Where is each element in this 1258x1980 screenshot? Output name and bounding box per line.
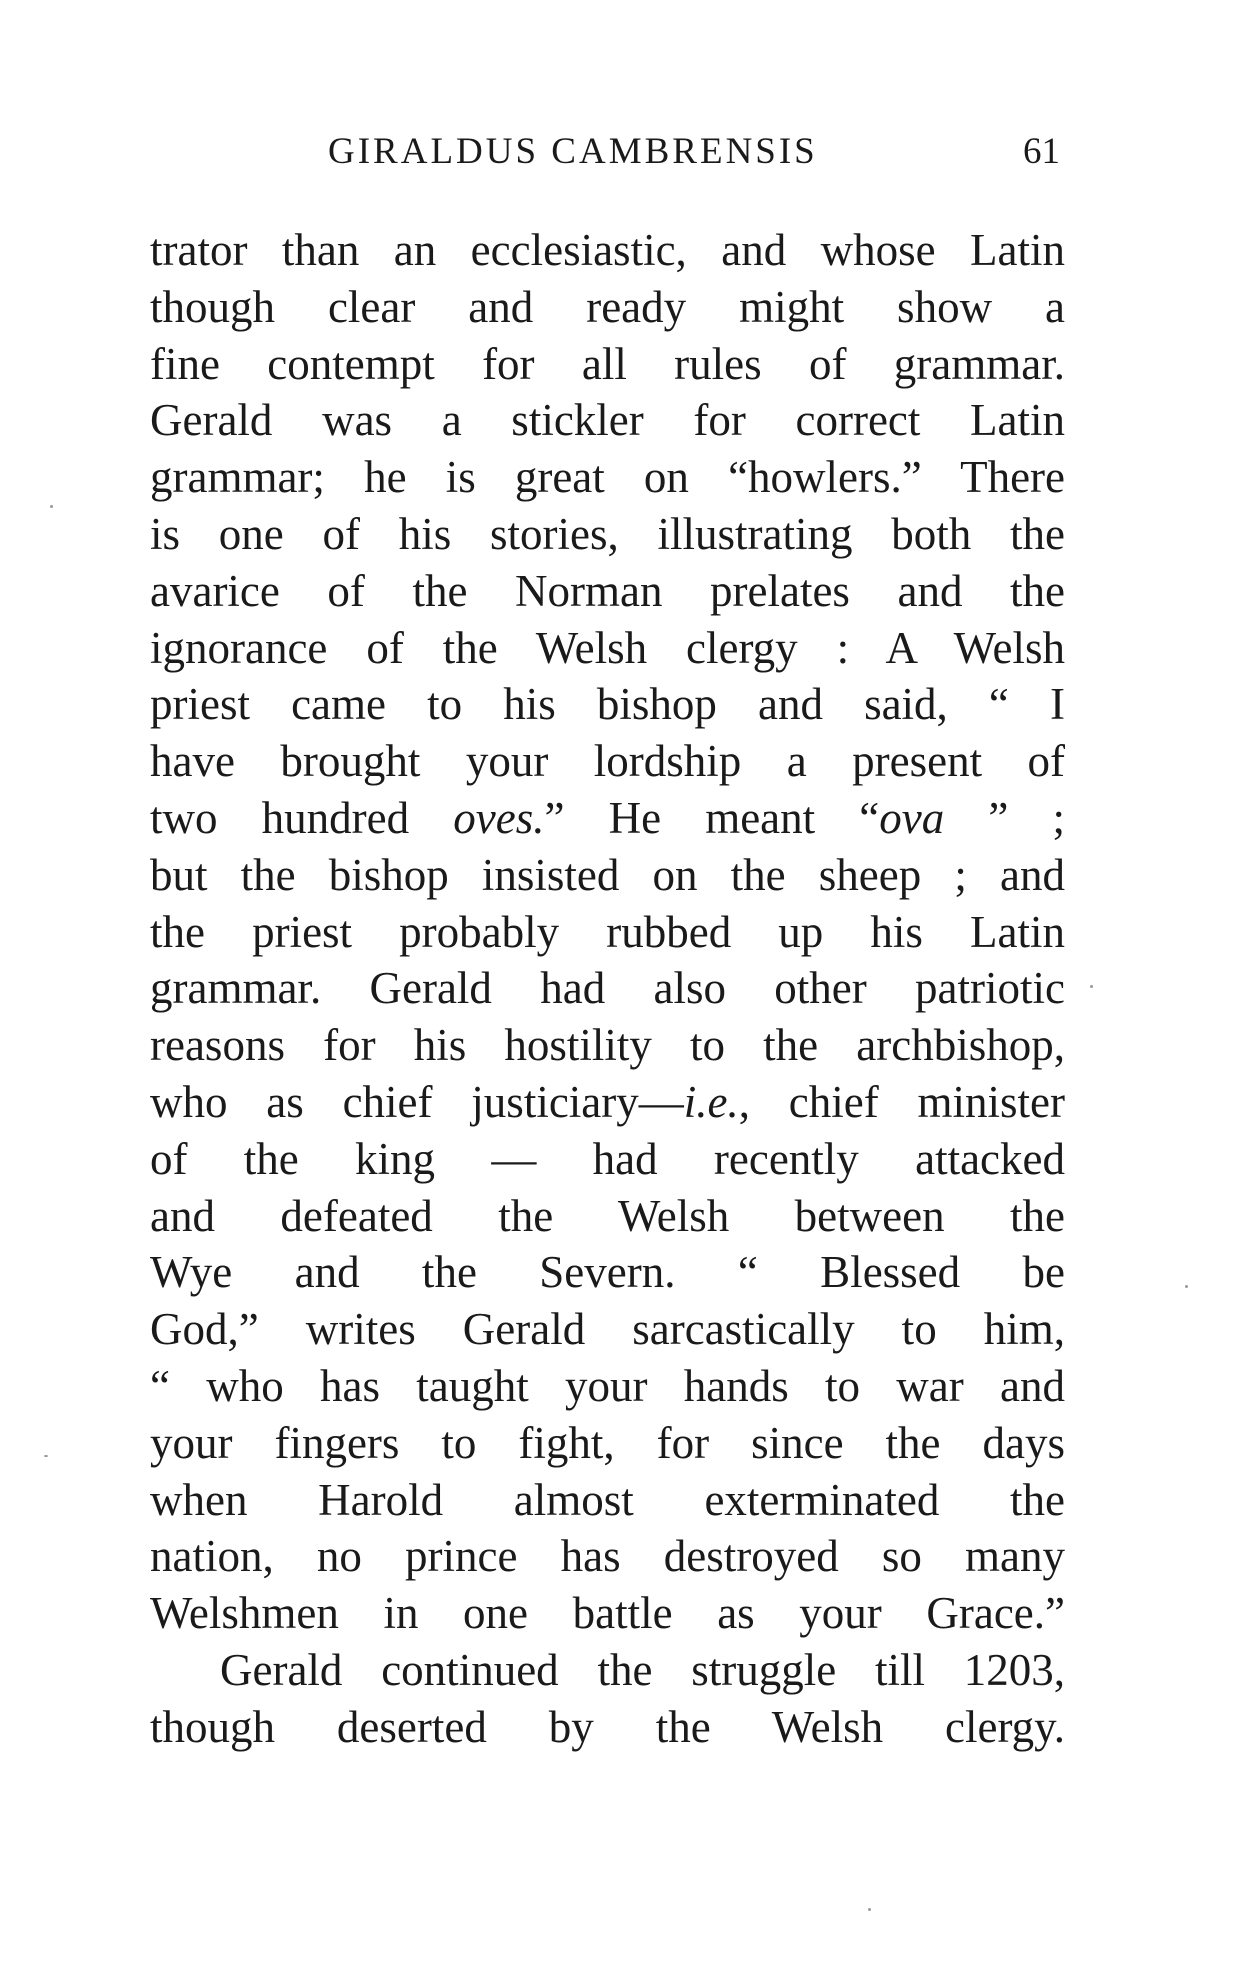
text-line: but the bishop insisted on the sheep ; and bbox=[150, 849, 1065, 900]
text-line: is one of his stories, illustrating both the bbox=[150, 508, 1065, 559]
text-line: have brought your lordship a present of bbox=[150, 736, 1065, 787]
text-line: though clear and ready might show a bbox=[150, 281, 1065, 332]
paper-speck bbox=[44, 1455, 48, 1457]
page-number: 61 bbox=[1023, 131, 1060, 172]
paper-speck bbox=[1090, 985, 1093, 988]
text-run: who as chief justiciary— bbox=[150, 1076, 684, 1127]
paper-speck bbox=[50, 505, 53, 508]
text-line: priest came to his bishop and said, “ I bbox=[150, 679, 1065, 730]
text-line: Welshmen in one battle as your Grace.” bbox=[150, 1588, 1065, 1639]
text-line: nation, no prince has destroyed so many bbox=[150, 1531, 1065, 1582]
italic-word: i.e. bbox=[683, 1076, 739, 1127]
italic-word: oves. bbox=[453, 792, 545, 843]
text-run: ” He meant “ bbox=[544, 792, 880, 843]
text-line: your fingers to fight, for since the days bbox=[150, 1417, 1065, 1468]
paper-speck bbox=[1185, 1285, 1188, 1288]
text-line: when Harold almost exterminated the bbox=[150, 1474, 1065, 1525]
text-line-with-italics bbox=[150, 790, 1065, 847]
paragraph-first-line: Gerald continued the struggle till 1203, bbox=[220, 1644, 1065, 1695]
text-line: the priest probably rubbed up his Latin bbox=[150, 906, 1065, 957]
text-line: avarice of the Norman prelates and the bbox=[150, 565, 1065, 616]
paper-speck bbox=[868, 1908, 871, 1911]
text-line: God,” writes Gerald sarcastically to him, bbox=[150, 1304, 1065, 1355]
text-line: grammar. Gerald had also other patriotic bbox=[150, 963, 1065, 1014]
text-line-with-italics bbox=[150, 1074, 1065, 1131]
running-head bbox=[150, 130, 1070, 180]
text-line: though deserted by the Welsh clergy. bbox=[150, 1701, 1065, 1752]
text-line: ignorance of the Welsh clergy : A Welsh bbox=[150, 622, 1065, 673]
body-text bbox=[150, 222, 1065, 1756]
running-title: GIRALDUS CAMBRENSIS bbox=[328, 131, 818, 172]
text-line: of the king — had recently attacked bbox=[150, 1133, 1065, 1184]
text-line: and defeated the Welsh between the bbox=[150, 1190, 1065, 1241]
text-line: reasons for his hostility to the archbishop, bbox=[150, 1020, 1065, 1071]
italic-word: ova bbox=[879, 792, 945, 843]
text-line: Wye and the Severn. “ Blessed be bbox=[150, 1247, 1065, 1298]
text-run: two hundred bbox=[150, 792, 454, 843]
text-line: grammar; he is great on “howlers.” There bbox=[150, 452, 1065, 503]
text-line: Gerald was a stickler for correct Latin bbox=[150, 395, 1065, 446]
text-line: fine contempt for all rules of grammar. bbox=[150, 338, 1065, 389]
text-line: trator than an ecclesiastic, and whose Latin bbox=[150, 225, 1065, 275]
text-run: , chief minister bbox=[738, 1076, 1065, 1127]
text-run: ” ; bbox=[944, 792, 1065, 843]
text-line: “ who has taught your hands to war and bbox=[150, 1360, 1065, 1411]
